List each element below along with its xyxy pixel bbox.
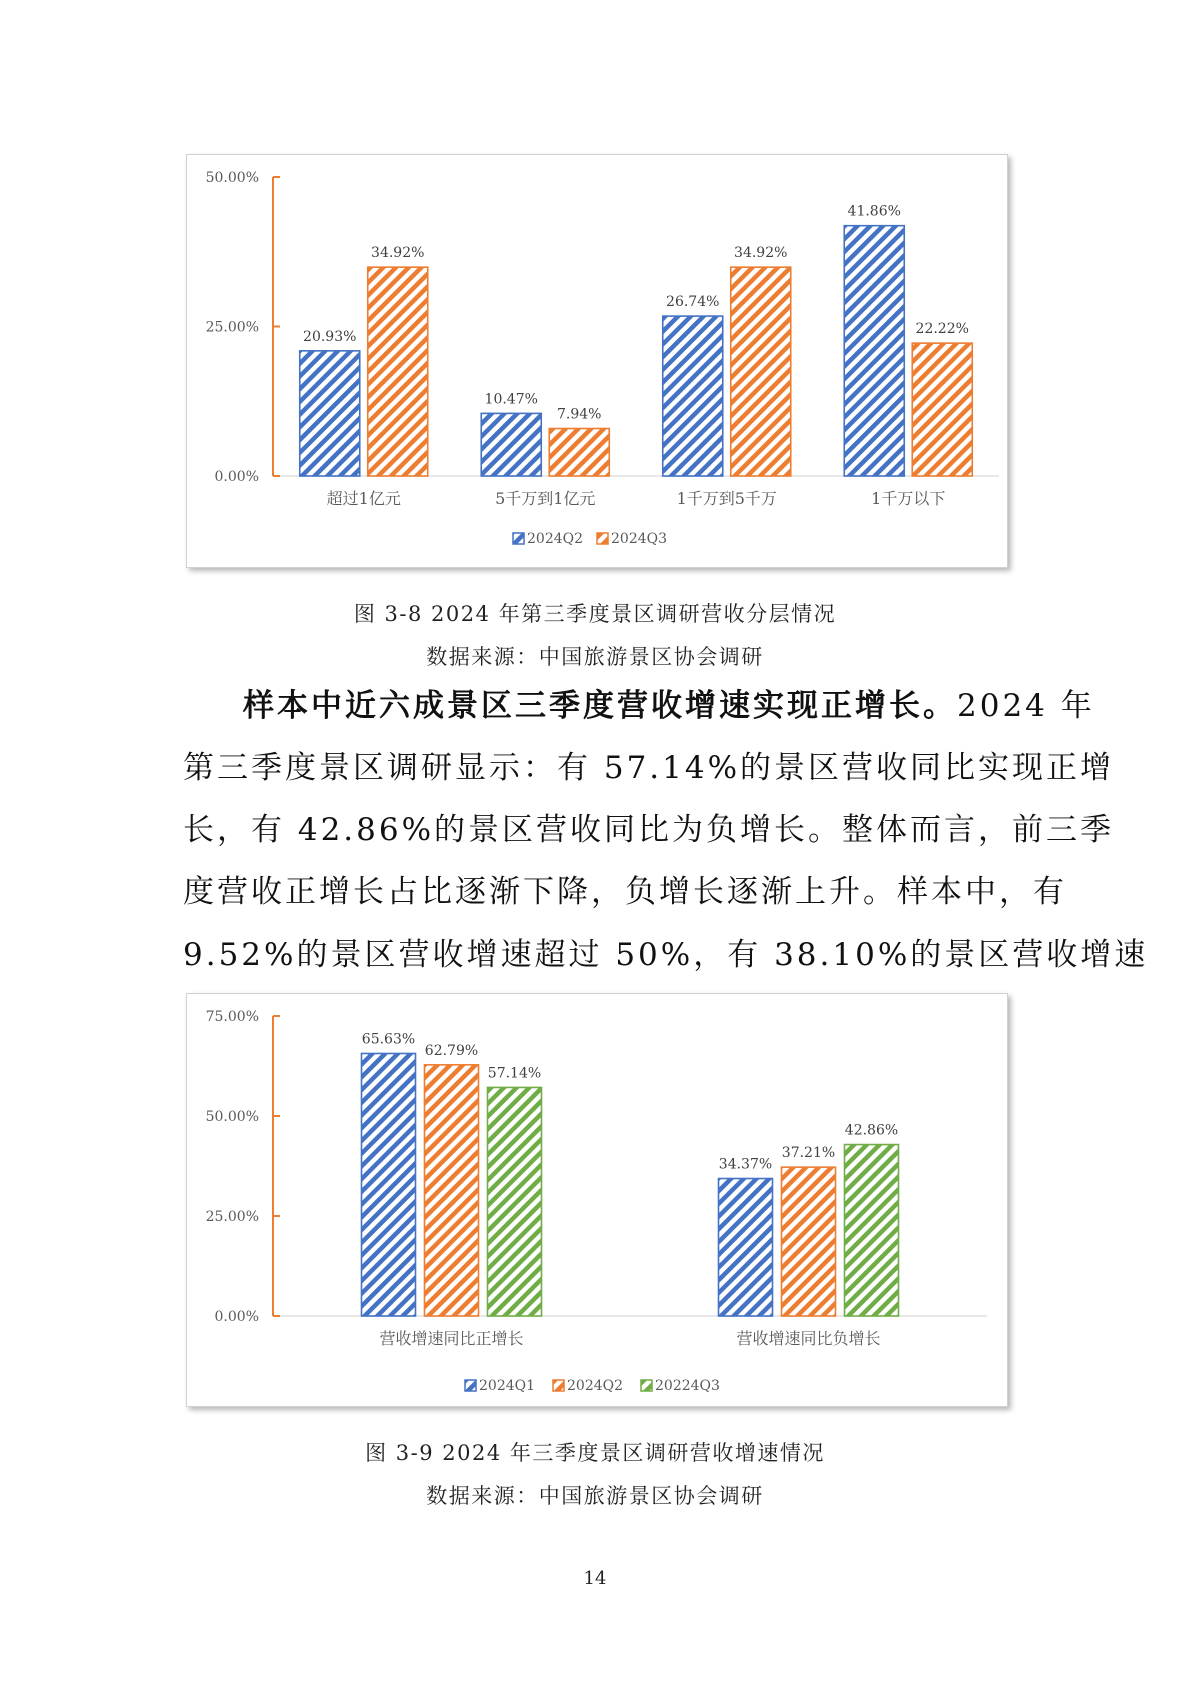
y-tick-label: 75.00% <box>205 1009 259 1025</box>
paragraph-line-5: 9.52%的景区营收增速超过 50%，有 38.10%的景区营收增速 <box>183 937 1149 973</box>
bar <box>425 1065 479 1316</box>
bar <box>719 1179 773 1316</box>
x-tick-label: 5千万到1亿元 <box>495 489 596 508</box>
bar <box>300 351 360 476</box>
page-number: 14 <box>583 1568 607 1589</box>
figure-3-9-caption: 图 3-9 2024 年三季度景区调研营收增速情况 <box>365 1441 825 1465</box>
bar <box>362 1053 416 1316</box>
y-tick-label: 25.00% <box>205 1209 259 1225</box>
bar <box>845 1145 899 1316</box>
chart-revenue-tiers-svg <box>187 155 1007 567</box>
legend-label: 2024Q3 <box>611 531 668 547</box>
legend-swatch <box>465 1380 476 1391</box>
bar <box>481 413 541 476</box>
data-label: 41.86% <box>847 203 901 220</box>
legend-label: 2024Q2 <box>567 1378 624 1394</box>
bar <box>488 1087 542 1316</box>
y-tick-label: 0.00% <box>214 1309 259 1325</box>
legend-swatch <box>553 1380 564 1391</box>
data-label: 22.22% <box>915 321 969 338</box>
x-tick-label: 1千万到5千万 <box>676 489 777 508</box>
bar <box>368 267 428 476</box>
y-tick-label: 0.00% <box>214 469 259 485</box>
data-label: 37.21% <box>781 1145 836 1162</box>
bar <box>844 226 904 476</box>
legend-swatch <box>641 1380 652 1391</box>
x-tick-label: 营收增速同比负增长 <box>736 1329 881 1348</box>
bar <box>663 316 723 476</box>
data-label: 34.92% <box>371 245 425 262</box>
data-label: 65.63% <box>361 1031 416 1048</box>
data-label: 42.86% <box>844 1122 899 1139</box>
data-label: 10.47% <box>484 391 538 408</box>
legend-label: 20224Q3 <box>655 1378 720 1394</box>
paragraph-line-2: 第三季度景区调研显示：有 57.14%的景区营收同比实现正增 <box>183 750 1115 786</box>
bar <box>549 429 609 476</box>
x-tick-label: 超过1亿元 <box>326 489 401 508</box>
figure-3-9-source: 数据来源：中国旅游景区协会调研 <box>426 1484 764 1508</box>
data-label: 62.79% <box>424 1042 479 1059</box>
legend-swatch <box>513 533 524 544</box>
legend-label: 2024Q2 <box>527 531 584 547</box>
data-label: 26.74% <box>666 294 720 311</box>
data-label: 34.37% <box>718 1156 773 1173</box>
legend-swatch <box>597 533 608 544</box>
y-tick-label: 50.00% <box>205 1109 259 1125</box>
paragraph-line-1-tail: 2024 年 <box>957 688 1095 724</box>
chart-revenue-tiers <box>186 154 1008 568</box>
figure-3-8-caption: 图 3-8 2024 年第三季度景区调研营收分层情况 <box>353 602 837 626</box>
paragraph-line-1 <box>183 686 1095 726</box>
chart-revenue-growth-svg <box>187 994 1007 1406</box>
data-label: 57.14% <box>487 1065 542 1082</box>
y-tick-label: 25.00% <box>205 319 259 336</box>
figure-3-8-source: 数据来源：中国旅游景区协会调研 <box>426 645 764 669</box>
legend-label: 2024Q1 <box>479 1378 536 1394</box>
x-tick-label: 营收增速同比正增长 <box>379 1329 524 1348</box>
x-tick-label: 1千万以下 <box>871 489 946 508</box>
bar <box>912 343 972 476</box>
bar <box>731 267 791 476</box>
data-label: 20.93% <box>303 328 357 345</box>
y-tick-label: 50.00% <box>205 170 259 186</box>
bar <box>782 1167 836 1316</box>
chart-revenue-growth <box>186 993 1008 1407</box>
data-label: 7.94% <box>557 406 602 423</box>
paragraph-lead: 样本中近六成景区三季度营收增速实现正增长。 <box>243 688 957 724</box>
data-label: 34.92% <box>734 245 788 262</box>
paragraph-line-3: 长，有 42.86%的景区营收同比为负增长。整体而言，前三季 <box>183 812 1115 848</box>
paragraph-line-4: 度营收正增长占比逐渐下降，负增长逐渐上升。样本中，有 <box>183 874 1067 910</box>
